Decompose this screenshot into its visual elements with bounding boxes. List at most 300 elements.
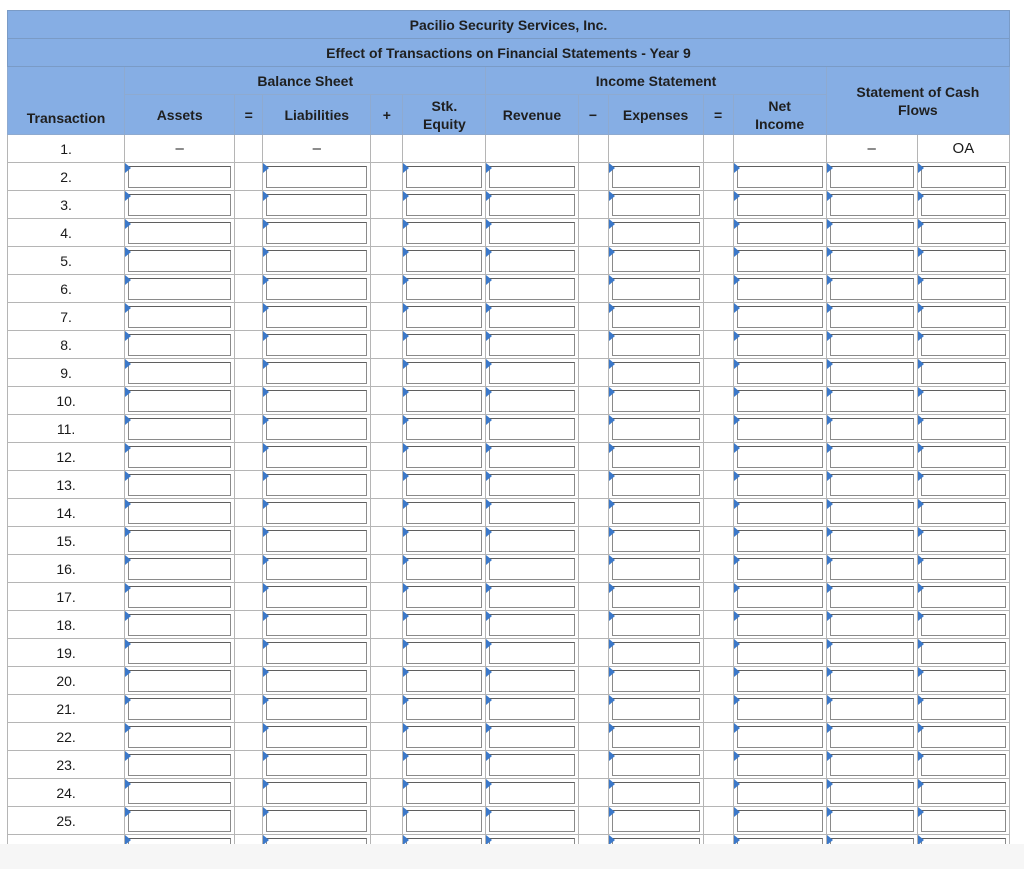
cash-amount-input[interactable] bbox=[830, 250, 914, 272]
liabilities-input[interactable] bbox=[266, 754, 367, 776]
cash-activity-input[interactable] bbox=[921, 278, 1006, 300]
assets-value: – bbox=[125, 135, 235, 163]
net-income-input[interactable] bbox=[737, 726, 823, 748]
expenses-input[interactable] bbox=[612, 586, 700, 608]
dropdown-marker-icon bbox=[734, 583, 740, 593]
expenses-input[interactable] bbox=[612, 362, 700, 384]
liabilities-input-cell bbox=[263, 471, 371, 499]
net-income-input[interactable] bbox=[737, 614, 823, 636]
transaction-label: 14. bbox=[8, 499, 125, 527]
expenses-input[interactable] bbox=[612, 390, 700, 412]
cash-amount-input[interactable] bbox=[830, 754, 914, 776]
cash-amount-input[interactable] bbox=[830, 530, 914, 552]
cash-activity-input[interactable] bbox=[921, 418, 1006, 440]
cash-activity-input[interactable] bbox=[921, 530, 1006, 552]
net-income-input[interactable] bbox=[737, 474, 823, 496]
revenue-input[interactable] bbox=[489, 306, 574, 328]
net-income-input[interactable] bbox=[737, 558, 823, 580]
cash-amount-input[interactable] bbox=[830, 418, 914, 440]
table-row bbox=[8, 359, 1010, 387]
net-income-input[interactable] bbox=[737, 166, 823, 188]
dropdown-marker-icon bbox=[403, 527, 409, 537]
expenses-input[interactable] bbox=[612, 446, 700, 468]
net-income-input-cell bbox=[733, 275, 826, 303]
dropdown-marker-icon bbox=[827, 695, 833, 705]
cash-activity-input[interactable] bbox=[921, 726, 1006, 748]
dropdown-marker-icon bbox=[125, 163, 131, 173]
cash-amount-input[interactable] bbox=[830, 614, 914, 636]
cash-amount-input-cell bbox=[826, 583, 917, 611]
net-income-input[interactable] bbox=[737, 390, 823, 412]
table-row bbox=[8, 191, 1010, 219]
revenue-input[interactable] bbox=[489, 558, 574, 580]
expenses-input-cell bbox=[608, 471, 703, 499]
net-income-input[interactable] bbox=[737, 194, 823, 216]
table-row bbox=[8, 275, 1010, 303]
transaction-label: 8. bbox=[8, 331, 125, 359]
liabilities-input[interactable] bbox=[266, 250, 367, 272]
liabilities-input[interactable] bbox=[266, 530, 367, 552]
revenue-input[interactable] bbox=[489, 278, 574, 300]
dropdown-marker-icon bbox=[918, 443, 924, 453]
cash-amount-input[interactable] bbox=[830, 586, 914, 608]
net-income-input[interactable] bbox=[737, 642, 823, 664]
net-income-input[interactable] bbox=[737, 278, 823, 300]
net-income-header bbox=[733, 95, 826, 135]
assets-input[interactable] bbox=[128, 586, 231, 608]
net-income-input[interactable] bbox=[737, 334, 823, 356]
cash-amount-input[interactable] bbox=[830, 726, 914, 748]
cash-amount-input[interactable] bbox=[830, 502, 914, 524]
assets-input[interactable] bbox=[128, 670, 231, 692]
cash-activity-input[interactable] bbox=[921, 166, 1006, 188]
operator-cell bbox=[578, 611, 608, 639]
stk-equity-input[interactable] bbox=[406, 502, 482, 524]
stk-equity-input[interactable] bbox=[406, 166, 482, 188]
expenses-input[interactable] bbox=[612, 418, 700, 440]
liabilities-input[interactable] bbox=[266, 726, 367, 748]
revenue-input-cell bbox=[486, 303, 578, 331]
stk-equity-input-cell bbox=[403, 415, 486, 443]
operator-cell bbox=[578, 163, 608, 191]
cash-activity-input-cell bbox=[917, 303, 1009, 331]
stk-equity-input[interactable] bbox=[406, 558, 482, 580]
cash-amount-input[interactable] bbox=[830, 362, 914, 384]
assets-input-cell bbox=[125, 779, 235, 807]
stk-equity-input[interactable] bbox=[406, 418, 482, 440]
cash-activity-input[interactable] bbox=[921, 222, 1006, 244]
net-income-input[interactable] bbox=[737, 418, 823, 440]
expenses-input[interactable] bbox=[612, 726, 700, 748]
assets-input[interactable] bbox=[128, 810, 231, 832]
operator-cell bbox=[235, 583, 263, 611]
operator-cell bbox=[703, 667, 733, 695]
cash-activity-input[interactable] bbox=[921, 614, 1006, 636]
operator-cell bbox=[703, 303, 733, 331]
operator-cell bbox=[235, 611, 263, 639]
expenses-input[interactable] bbox=[612, 642, 700, 664]
net-income-input[interactable] bbox=[737, 698, 823, 720]
net-income-input[interactable] bbox=[737, 810, 823, 832]
assets-input[interactable] bbox=[128, 530, 231, 552]
dropdown-marker-icon bbox=[918, 751, 924, 761]
operator-cell bbox=[235, 163, 263, 191]
net-income-line1: Net bbox=[768, 97, 791, 114]
operator-cell bbox=[235, 695, 263, 723]
cash-activity-input[interactable] bbox=[921, 362, 1006, 384]
cash-amount-input-cell bbox=[826, 219, 917, 247]
net-income-input[interactable] bbox=[737, 222, 823, 244]
dropdown-marker-icon bbox=[263, 387, 269, 397]
stk-equity-input[interactable] bbox=[406, 390, 482, 412]
liabilities-input[interactable] bbox=[266, 222, 367, 244]
stk-equity-input[interactable] bbox=[406, 754, 482, 776]
revenue-input[interactable] bbox=[489, 334, 574, 356]
net-income-input[interactable] bbox=[737, 306, 823, 328]
revenue-input[interactable] bbox=[489, 250, 574, 272]
operator-cell bbox=[578, 219, 608, 247]
revenue-input-cell bbox=[486, 807, 578, 835]
stk-equity-input[interactable] bbox=[406, 698, 482, 720]
cash-amount-input-cell bbox=[826, 331, 917, 359]
cash-activity-input[interactable] bbox=[921, 558, 1006, 580]
operator-cell bbox=[235, 639, 263, 667]
cash-amount-input[interactable] bbox=[830, 194, 914, 216]
liabilities-input-cell bbox=[263, 751, 371, 779]
dropdown-marker-icon bbox=[734, 303, 740, 313]
assets-input[interactable] bbox=[128, 502, 231, 524]
expenses-input[interactable] bbox=[612, 502, 700, 524]
net-income-input[interactable] bbox=[737, 782, 823, 804]
cash-activity-input-cell bbox=[917, 471, 1009, 499]
operator-cell bbox=[578, 723, 608, 751]
net-income-input[interactable] bbox=[737, 754, 823, 776]
dropdown-marker-icon bbox=[609, 163, 615, 173]
expenses-input[interactable] bbox=[612, 614, 700, 636]
expenses-input-cell bbox=[608, 443, 703, 471]
table-row bbox=[8, 331, 1010, 359]
dropdown-marker-icon bbox=[827, 583, 833, 593]
dropdown-marker-icon bbox=[125, 247, 131, 257]
cash-activity-input[interactable] bbox=[921, 810, 1006, 832]
cash-amount-input-cell bbox=[826, 443, 917, 471]
liabilities-input[interactable] bbox=[266, 390, 367, 412]
cash-activity-input[interactable] bbox=[921, 586, 1006, 608]
liabilities-input[interactable] bbox=[266, 166, 367, 188]
revenue-input[interactable] bbox=[489, 194, 574, 216]
assets-input[interactable] bbox=[128, 362, 231, 384]
liabilities-input[interactable] bbox=[266, 558, 367, 580]
cash-activity-input[interactable] bbox=[921, 334, 1006, 356]
dropdown-marker-icon bbox=[403, 415, 409, 425]
operator-cell bbox=[371, 275, 403, 303]
dropdown-marker-icon bbox=[263, 275, 269, 285]
assets-input[interactable] bbox=[128, 334, 231, 356]
dropdown-marker-icon bbox=[827, 415, 833, 425]
stk-equity-input[interactable] bbox=[406, 726, 482, 748]
assets-input[interactable] bbox=[128, 250, 231, 272]
cash-amount-input[interactable] bbox=[830, 558, 914, 580]
stk-equity-input[interactable] bbox=[406, 474, 482, 496]
expenses-input[interactable] bbox=[612, 278, 700, 300]
expenses-input[interactable] bbox=[612, 810, 700, 832]
expenses-input[interactable] bbox=[612, 558, 700, 580]
dropdown-marker-icon bbox=[609, 331, 615, 341]
dropdown-marker-icon bbox=[125, 331, 131, 341]
dropdown-marker-icon bbox=[125, 807, 131, 817]
revenue-input[interactable] bbox=[489, 614, 574, 636]
dropdown-marker-icon bbox=[918, 611, 924, 621]
cash-amount-input-cell bbox=[826, 555, 917, 583]
assets-input[interactable] bbox=[128, 698, 231, 720]
transaction-label: 5. bbox=[8, 247, 125, 275]
operator-cell bbox=[578, 415, 608, 443]
table-row bbox=[8, 415, 1010, 443]
stk-equity-input[interactable] bbox=[406, 810, 482, 832]
assets-input[interactable] bbox=[128, 446, 231, 468]
revenue-input[interactable] bbox=[489, 446, 574, 468]
revenue-input[interactable] bbox=[489, 390, 574, 412]
liabilities-input[interactable] bbox=[266, 446, 367, 468]
table-row bbox=[8, 695, 1010, 723]
net-income-input-cell bbox=[733, 359, 826, 387]
assets-input[interactable] bbox=[128, 306, 231, 328]
cash-amount-input[interactable] bbox=[830, 166, 914, 188]
stk-equity-input[interactable] bbox=[406, 222, 482, 244]
cash-amount-input-cell bbox=[826, 751, 917, 779]
net-income-input[interactable] bbox=[737, 446, 823, 468]
dropdown-marker-icon bbox=[609, 499, 615, 509]
revenue-input-cell bbox=[486, 275, 578, 303]
cash-activity-input[interactable] bbox=[921, 502, 1006, 524]
cash-activity-input[interactable] bbox=[921, 782, 1006, 804]
revenue-input[interactable] bbox=[489, 698, 574, 720]
revenue-input[interactable] bbox=[489, 670, 574, 692]
stk-equity-input[interactable] bbox=[406, 194, 482, 216]
liabilities-input[interactable] bbox=[266, 670, 367, 692]
dropdown-marker-icon bbox=[918, 415, 924, 425]
page-bottom-strip bbox=[0, 844, 1024, 869]
liabilities-input-cell bbox=[263, 807, 371, 835]
revenue-input[interactable] bbox=[489, 502, 574, 524]
revenue-input[interactable] bbox=[489, 166, 574, 188]
dropdown-marker-icon bbox=[827, 387, 833, 397]
expenses-input[interactable] bbox=[612, 194, 700, 216]
cash-amount-input[interactable] bbox=[830, 474, 914, 496]
stk-equity-input[interactable] bbox=[406, 278, 482, 300]
expenses-input[interactable] bbox=[612, 250, 700, 272]
expenses-input[interactable] bbox=[612, 334, 700, 356]
net-income-input-cell bbox=[733, 723, 826, 751]
cash-amount-input[interactable] bbox=[830, 446, 914, 468]
assets-input[interactable] bbox=[128, 642, 231, 664]
table-row bbox=[8, 639, 1010, 667]
revenue-input[interactable] bbox=[489, 418, 574, 440]
dropdown-marker-icon bbox=[403, 191, 409, 201]
cash-activity-input[interactable] bbox=[921, 670, 1006, 692]
assets-input[interactable] bbox=[128, 194, 231, 216]
assets-input-cell bbox=[125, 331, 235, 359]
cash-activity-input[interactable] bbox=[921, 390, 1006, 412]
dropdown-marker-icon bbox=[734, 191, 740, 201]
dropdown-marker-icon bbox=[403, 359, 409, 369]
cash-activity-input-cell bbox=[917, 611, 1009, 639]
cash-amount-input[interactable] bbox=[830, 306, 914, 328]
dropdown-marker-icon bbox=[918, 807, 924, 817]
liabilities-input[interactable] bbox=[266, 418, 367, 440]
revenue-input-cell bbox=[486, 415, 578, 443]
revenue-input[interactable] bbox=[489, 474, 574, 496]
dropdown-marker-icon bbox=[263, 303, 269, 313]
liabilities-input-cell bbox=[263, 275, 371, 303]
stk-equity-input[interactable] bbox=[406, 334, 482, 356]
cash-amount-input[interactable] bbox=[830, 390, 914, 412]
transaction-label: 22. bbox=[8, 723, 125, 751]
table-row bbox=[8, 527, 1010, 555]
cash-activity-input[interactable] bbox=[921, 698, 1006, 720]
operator-cell bbox=[703, 415, 733, 443]
net-income-input[interactable] bbox=[737, 250, 823, 272]
assets-input-cell bbox=[125, 807, 235, 835]
dropdown-marker-icon bbox=[918, 331, 924, 341]
assets-input[interactable] bbox=[128, 418, 231, 440]
liabilities-input[interactable] bbox=[266, 334, 367, 356]
liabilities-input[interactable] bbox=[266, 642, 367, 664]
dropdown-marker-icon bbox=[263, 723, 269, 733]
assets-input[interactable] bbox=[128, 222, 231, 244]
cash-activity-input[interactable] bbox=[921, 642, 1006, 664]
net-income-input[interactable] bbox=[737, 362, 823, 384]
stk-equity-input[interactable] bbox=[406, 586, 482, 608]
net-income-input[interactable] bbox=[737, 670, 823, 692]
dropdown-marker-icon bbox=[486, 639, 492, 649]
revenue-header: Revenue bbox=[486, 95, 578, 135]
revenue-input[interactable] bbox=[489, 222, 574, 244]
stk-equity-input[interactable] bbox=[406, 782, 482, 804]
liabilities-input[interactable] bbox=[266, 810, 367, 832]
assets-input[interactable] bbox=[128, 782, 231, 804]
dropdown-marker-icon bbox=[263, 191, 269, 201]
liabilities-input[interactable] bbox=[266, 306, 367, 328]
liabilities-input[interactable] bbox=[266, 502, 367, 524]
dropdown-marker-icon bbox=[734, 723, 740, 733]
liabilities-input[interactable] bbox=[266, 698, 367, 720]
assets-input[interactable] bbox=[128, 558, 231, 580]
cash-activity-input[interactable] bbox=[921, 446, 1006, 468]
liabilities-input[interactable] bbox=[266, 278, 367, 300]
dropdown-marker-icon bbox=[609, 247, 615, 257]
cash-amount-input[interactable] bbox=[830, 222, 914, 244]
net-income-input[interactable] bbox=[737, 530, 823, 552]
liabilities-input-cell bbox=[263, 611, 371, 639]
liabilities-input[interactable] bbox=[266, 586, 367, 608]
dropdown-marker-icon bbox=[734, 471, 740, 481]
cash-amount-input[interactable] bbox=[830, 278, 914, 300]
stk-equity-input[interactable] bbox=[406, 250, 482, 272]
liabilities-input[interactable] bbox=[266, 614, 367, 636]
dropdown-marker-icon bbox=[827, 191, 833, 201]
cash-amount-input[interactable] bbox=[830, 670, 914, 692]
assets-input[interactable] bbox=[128, 278, 231, 300]
stk-equity-input[interactable] bbox=[406, 670, 482, 692]
operator-cell bbox=[371, 527, 403, 555]
revenue-input[interactable] bbox=[489, 362, 574, 384]
expenses-input[interactable] bbox=[612, 754, 700, 776]
cash-amount-input[interactable] bbox=[830, 334, 914, 356]
assets-input[interactable] bbox=[128, 614, 231, 636]
stk-equity-input[interactable] bbox=[406, 306, 482, 328]
cash-amount-input[interactable] bbox=[830, 810, 914, 832]
revenue-input[interactable] bbox=[489, 642, 574, 664]
report-subtitle: Effect of Transactions on Financial Statements - Year 9 bbox=[8, 39, 1010, 67]
liabilities-input[interactable] bbox=[266, 782, 367, 804]
revenue-input[interactable] bbox=[489, 782, 574, 804]
expenses-input[interactable] bbox=[612, 166, 700, 188]
dropdown-marker-icon bbox=[486, 191, 492, 201]
assets-input-cell bbox=[125, 751, 235, 779]
net-income-input-cell bbox=[733, 247, 826, 275]
stk-equity-input[interactable] bbox=[406, 642, 482, 664]
revenue-input[interactable] bbox=[489, 726, 574, 748]
cash-amount-input[interactable] bbox=[830, 782, 914, 804]
expenses-input-cell bbox=[608, 779, 703, 807]
revenue-input[interactable] bbox=[489, 530, 574, 552]
cash-activity-input[interactable] bbox=[921, 306, 1006, 328]
operator-cell bbox=[578, 135, 608, 163]
liabilities-input[interactable] bbox=[266, 474, 367, 496]
transaction-label: 15. bbox=[8, 527, 125, 555]
operator-cell bbox=[371, 695, 403, 723]
stk-equity-input[interactable] bbox=[406, 362, 482, 384]
cash-activity-input[interactable] bbox=[921, 194, 1006, 216]
assets-input[interactable] bbox=[128, 166, 231, 188]
operator-cell bbox=[235, 135, 263, 163]
expenses-input[interactable] bbox=[612, 222, 700, 244]
expenses-input[interactable] bbox=[612, 670, 700, 692]
assets-input[interactable] bbox=[128, 390, 231, 412]
assets-input[interactable] bbox=[128, 726, 231, 748]
cash-activity-input[interactable] bbox=[921, 474, 1006, 496]
stk-equity-input[interactable] bbox=[406, 530, 482, 552]
cash-amount-input[interactable] bbox=[830, 698, 914, 720]
revenue-input[interactable] bbox=[489, 810, 574, 832]
dropdown-marker-icon bbox=[125, 695, 131, 705]
stk-equity-input[interactable] bbox=[406, 446, 482, 468]
expenses-input[interactable] bbox=[612, 698, 700, 720]
revenue-input[interactable] bbox=[489, 754, 574, 776]
assets-input[interactable] bbox=[128, 754, 231, 776]
expenses-input[interactable] bbox=[612, 782, 700, 804]
revenue-input[interactable] bbox=[489, 586, 574, 608]
expenses-input[interactable] bbox=[612, 530, 700, 552]
cash-activity-input[interactable] bbox=[921, 250, 1006, 272]
assets-input[interactable] bbox=[128, 474, 231, 496]
cash-activity-input[interactable] bbox=[921, 754, 1006, 776]
expenses-input[interactable] bbox=[612, 474, 700, 496]
operator-cell bbox=[235, 471, 263, 499]
dropdown-marker-icon bbox=[734, 639, 740, 649]
dropdown-marker-icon bbox=[609, 667, 615, 677]
cash-activity-input-cell bbox=[917, 583, 1009, 611]
net-income-input[interactable] bbox=[737, 586, 823, 608]
liabilities-input[interactable] bbox=[266, 362, 367, 384]
liabilities-input[interactable] bbox=[266, 194, 367, 216]
net-income-input[interactable] bbox=[737, 502, 823, 524]
cash-amount-input-cell bbox=[826, 499, 917, 527]
cash-amount-input[interactable] bbox=[830, 642, 914, 664]
stk-equity-input[interactable] bbox=[406, 614, 482, 636]
expenses-input[interactable] bbox=[612, 306, 700, 328]
